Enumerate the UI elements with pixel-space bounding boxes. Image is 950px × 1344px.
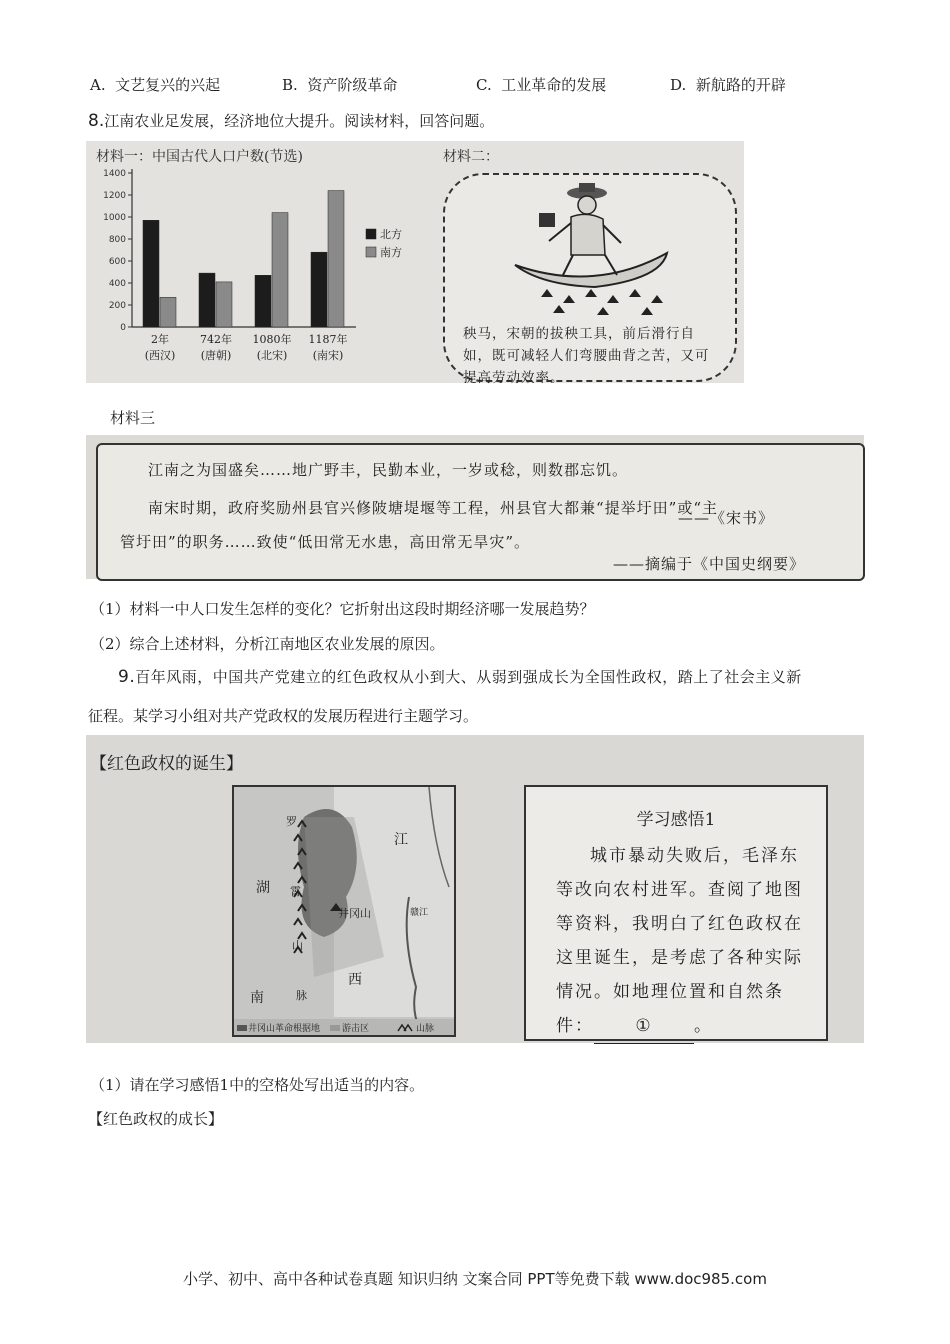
material-2-frame bbox=[443, 173, 737, 386]
bar-south bbox=[272, 213, 288, 327]
material-3-scroll bbox=[96, 443, 865, 581]
material-2-title: 材料二： bbox=[443, 149, 499, 165]
y-tick-label: 1200 bbox=[103, 191, 126, 201]
material-3-line-3: 管圩田”的职务……致使“低田常无水患，高田常无旱灾”。 bbox=[120, 533, 531, 551]
legend-swatch bbox=[366, 247, 376, 257]
option-b: B. 资产阶级革命 bbox=[282, 76, 398, 94]
bar-north bbox=[143, 220, 159, 327]
page-footer: 小学、初中、高中各种试卷真题 知识归纳 文案合同 PPT等免费下载 www.doc985.com bbox=[183, 1270, 767, 1288]
material-3-source-2: ——摘编于《中国史纲要》 bbox=[613, 555, 806, 573]
map-label-ganjiang: 赣江 bbox=[410, 908, 429, 918]
option-a: A. 文艺复兴的兴起 bbox=[90, 76, 221, 94]
question-8-text: 江南农业足发展，经济地位大提升。阅读材料，回答问题。 bbox=[104, 112, 495, 130]
question-8-stem bbox=[88, 110, 494, 131]
map-legend-guerrilla: 游击区 bbox=[342, 1024, 370, 1034]
map-label-shan: 山 bbox=[292, 939, 303, 952]
question-9-part-1: （1）请在学习感悟1中的空格处写出适当的内容。 bbox=[90, 1076, 425, 1094]
bar-south bbox=[160, 297, 176, 327]
option-d: D. 新航路的开辟 bbox=[670, 76, 786, 94]
y-tick-label: 1000 bbox=[103, 213, 126, 223]
question-8-part-2: （2）综合上述材料，分析江南地区农业发展的原因。 bbox=[90, 635, 445, 653]
map-label-xiao: 霄 bbox=[290, 885, 301, 898]
legend-swatch bbox=[366, 229, 376, 239]
material-1-2-figure bbox=[86, 141, 744, 386]
y-tick-label: 1400 bbox=[103, 169, 126, 179]
map-label-nan: 南 bbox=[250, 990, 264, 1006]
yangma-illustration bbox=[445, 175, 735, 325]
section-red-regime-birth: 【红色政权的诞生】 bbox=[90, 754, 243, 774]
question-9-number: 9. bbox=[118, 667, 136, 687]
y-tick-label: 0 bbox=[120, 323, 126, 333]
legend-label: 南方 bbox=[380, 246, 402, 259]
bar-north bbox=[255, 275, 271, 327]
material-3-source-1: ——《宋书》 bbox=[678, 509, 775, 527]
x-tick-sublabel: (北宋) bbox=[256, 349, 288, 362]
question-8-part-1: （1）材料一中人口发生怎样的变化？它折射出这段时期经济哪一发展趋势？ bbox=[90, 600, 595, 618]
population-bar-chart bbox=[86, 163, 426, 388]
blank-1: ① bbox=[594, 1009, 694, 1044]
question-9-stem-line-2: 征程。某学习小组对共产党政权的发展历程进行主题学习。 bbox=[88, 707, 479, 725]
bar-north bbox=[311, 252, 327, 327]
map-label-xi: 西 bbox=[348, 972, 362, 988]
map-label-mai: 脉 bbox=[296, 989, 307, 1002]
bar-south bbox=[328, 191, 344, 327]
material-3-line-1: 江南之为国盛矣……地广野丰，民勤本业，一岁或稔，则数郡忘饥。 bbox=[148, 461, 629, 479]
answer-options bbox=[90, 74, 850, 98]
y-tick-label: 600 bbox=[108, 257, 126, 267]
question-8-number: 8. bbox=[88, 111, 105, 131]
option-c: C. 工业革命的发展 bbox=[476, 76, 607, 94]
material-3-figure bbox=[86, 435, 864, 579]
study-reflection-title: 学习感悟1 bbox=[636, 810, 716, 830]
material-3-label: 材料三 bbox=[110, 409, 156, 427]
red-regime-figure bbox=[86, 735, 864, 1043]
y-tick-label: 200 bbox=[108, 301, 126, 311]
x-tick-label: 1080年 bbox=[252, 333, 292, 346]
map-label-jiang: 江 bbox=[394, 832, 408, 848]
x-tick-label: 1187年 bbox=[308, 333, 348, 346]
question-9-stem-line-1: 9.百年风雨，中国共产党建立的红色政权从小到大、从弱到强成长为全国性政权，踏上了社会主义新 bbox=[118, 667, 802, 687]
legend-label: 北方 bbox=[380, 228, 402, 241]
study-reflection-box bbox=[524, 785, 828, 1041]
material-3-line-2: 南宋时期，政府奖励州县官兴修陂塘堤堰等工程，州县官大都兼“提举圩田”或“主 bbox=[148, 499, 719, 517]
y-tick-label: 400 bbox=[108, 279, 126, 289]
x-tick-label: 2年 bbox=[151, 333, 169, 346]
material-1-title: 材料一：中国古代人口户数(节选) bbox=[96, 149, 303, 165]
material-2-caption: 秧马，宋朝的拔秧工具，前后滑行自如，既可减轻人们弯腰曲背之苦，又可提高劳动效率。 bbox=[463, 326, 710, 386]
x-tick-sublabel: (南宋) bbox=[312, 349, 344, 362]
section-red-regime-growth: 【红色政权的成长】 bbox=[88, 1110, 224, 1128]
map-legend-base: 井冈山革命根据地 bbox=[248, 1024, 321, 1034]
y-tick-label: 800 bbox=[108, 235, 126, 245]
x-tick-label: 742年 bbox=[200, 333, 232, 346]
study-reflection-text: 城市暴动失败后，毛泽东等改向农村进军。查阅了地图等资料，我明白了红色政权在这里诞生，是考虑了各种实际情况。如地理位置和自然条件： ① 。 bbox=[556, 839, 806, 1044]
bar-south bbox=[216, 282, 232, 327]
x-tick-sublabel: (唐朝) bbox=[200, 349, 232, 362]
jinggangshan-map bbox=[232, 785, 456, 1037]
bar-north bbox=[199, 273, 215, 327]
map-label-hu: 湖 bbox=[256, 880, 270, 896]
x-tick-sublabel: (西汉) bbox=[144, 349, 176, 362]
map-legend-mountains: 山脉 bbox=[416, 1024, 435, 1034]
map-label-jinggangshan: 井冈山 bbox=[338, 907, 371, 920]
map-label-luo: 罗 bbox=[286, 815, 297, 828]
